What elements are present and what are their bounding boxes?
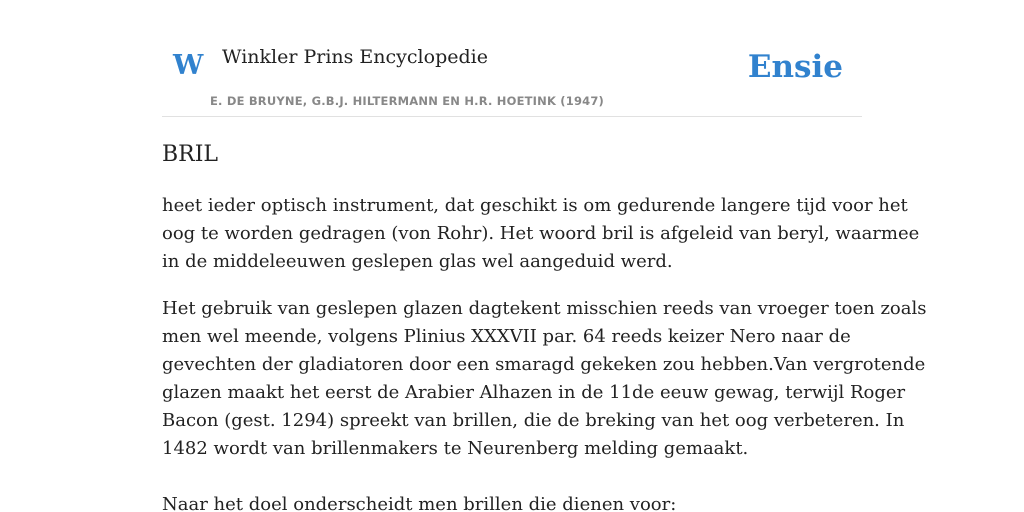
article <box>162 140 927 512</box>
paragraph-line: glazen maakt het eerst de Arabier Alhazen in de 11de eeuw gewag, terwijl Roger <box>162 382 906 403</box>
paragraph-line: Bacon (gest. 1294) spreekt van brillen, die de breking van het oog verbeteren. In <box>162 410 905 431</box>
paragraph-3 <box>162 491 862 512</box>
article-title: BRIL <box>162 142 219 167</box>
paragraph-line: gevechten der gladiatoren door een smaragd gekeken zou hebben.Van vergrotende <box>162 354 926 375</box>
paragraph-line: 1482 wordt van brillenmakers te Neurenberg melding gemaakt. <box>162 438 749 459</box>
paragraph-line: in de middeleeuwen geslepen glas wel aangeduid werd. <box>162 251 673 272</box>
site-header <box>162 0 862 117</box>
paragraph-line: men wel meende, volgens Plinius XXXVII par. 64 reeds keizer Nero naar de <box>162 326 851 347</box>
paragraph-line: heet ieder optisch instrument, dat geschikt is om gedurende langere tijd voor het <box>162 195 908 216</box>
ensie-logo[interactable]: Ensie <box>747 49 843 85</box>
site-title[interactable]: Winkler Prins Encyclopedie <box>222 46 488 68</box>
paragraph-2 <box>162 295 927 463</box>
paragraph-line: Het gebruik van geslepen glazen dagtekent misschien reeds van vroeger toen zoals <box>162 298 927 319</box>
paragraph-line: oog te worden gedragen (von Rohr). Het woord bril is afgeleid van beryl, waarmee <box>162 223 920 244</box>
logo-w-icon[interactable]: W <box>173 50 204 81</box>
paragraph-1 <box>162 192 920 276</box>
authors-line: E. DE BRUYNE, G.B.J. HILTERMANN EN H.R. HOETINK (1947) <box>210 94 605 108</box>
paragraph-line: Naar het doel onderscheidt men brillen die dienen voor: <box>162 494 677 512</box>
